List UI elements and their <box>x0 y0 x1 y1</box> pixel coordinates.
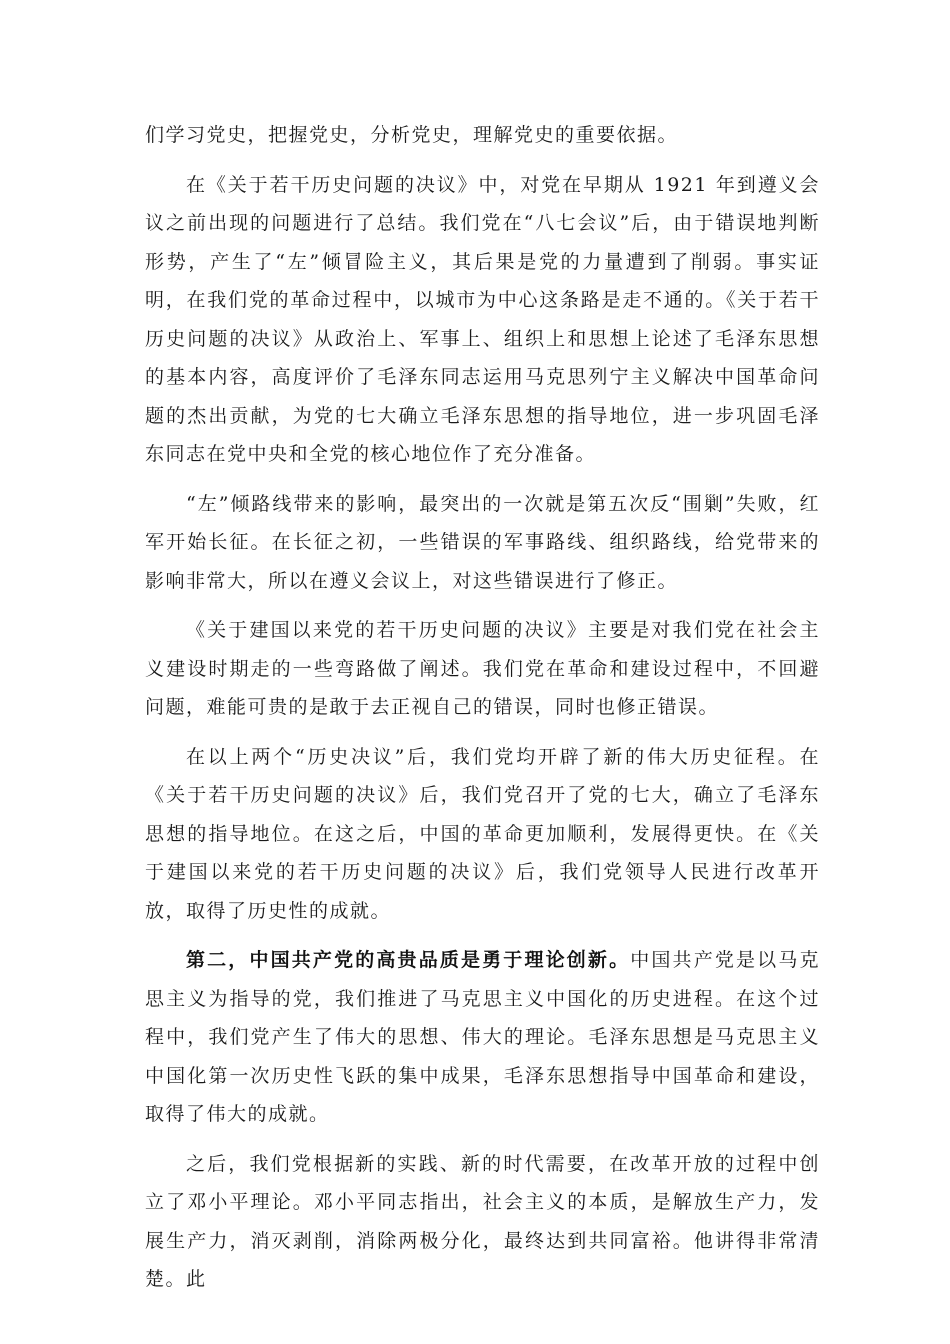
paragraph-1: 们学习党史，把握党史，分析党史，理解党史的重要依据。 <box>145 124 679 146</box>
paragraph-6-text: 中国共产党是以马克思主义为指导的党，我们推进了马克思主义中国化的历史进程。在这个过程中，我们党产生了伟大的思想、伟大的理论。毛泽东思想是马克思主义中国化第一次历史性飞跃的集中成果，毛泽东思想指导中国革命和建设，取得了伟大的成就。 <box>145 949 820 1125</box>
paragraph-7: 之后，我们党根据新的实践、新的时代需要，在改革开放的过程中创立了邓小平理论。邓小平同志指出，社会主义的本质，是解放生产力，发展生产力，消灭剥削，消除两极分化，最终达到共同富裕。他讲得非常清楚。此 <box>145 1152 820 1290</box>
paragraph-3: “左”倾路线带来的影响，最突出的一次就是第五次反“围剿”失败，红军开始长征。在长征之初，一些错误的军事路线、组织路线，给党带来的影响非常大，所以在遵义会议上，对这些错误进行了修正。 <box>145 492 820 592</box>
paragraph-4: 《关于建国以来党的若干历史问题的决议》主要是对我们党在社会主义建设时期走的一些弯路做了阐述。我们党在革命和建设过程中，不回避问题，难能可贵的是敢于去正视自己的错误，同时也修正错误。 <box>145 619 820 718</box>
paragraph-6 <box>145 941 820 1134</box>
paragraph-5: 在以上两个“历史决议”后，我们党均开辟了新的伟大历史征程。在《关于若干历史问题的决议》后，我们党召开了党的七大，确立了毛泽东思想的指导地位。在这之后，中国的革命更加顺利，发展得更快。在《关于建国以来党的若干历史问题的决议》后，我们党领导人民进行改革开放，取得了历史性的成就。 <box>145 745 820 922</box>
paragraph-2: 在《关于若干历史问题的决议》中，对党在早期从 1921 年到遵义会议之前出现的问题进行了总结。我们党在“八七会议”后，由于错误地判断形势，产生了“左”倾冒险主义，其后果是党的力量遭到了削弱。事实证明，在我们党的革命过程中，以城市为中心这条路是走不通的。《关于若干历史问题的决议》从政治上、军事上、组织上和思想上论述了毛泽东思想的基本内容，高度评价了毛泽东同志运用马克思列宁主义解决中国革命问题的杰出贡献，为党的七大确立毛泽东思想的指导地位，进一步巩固毛泽东同志在党中央和全党的核心地位作了充分准备。 <box>145 173 820 465</box>
document-body <box>145 116 820 1310</box>
paragraph-6-heading: 第二，中国共产党的高贵品质是勇于理论创新。 <box>186 949 631 971</box>
